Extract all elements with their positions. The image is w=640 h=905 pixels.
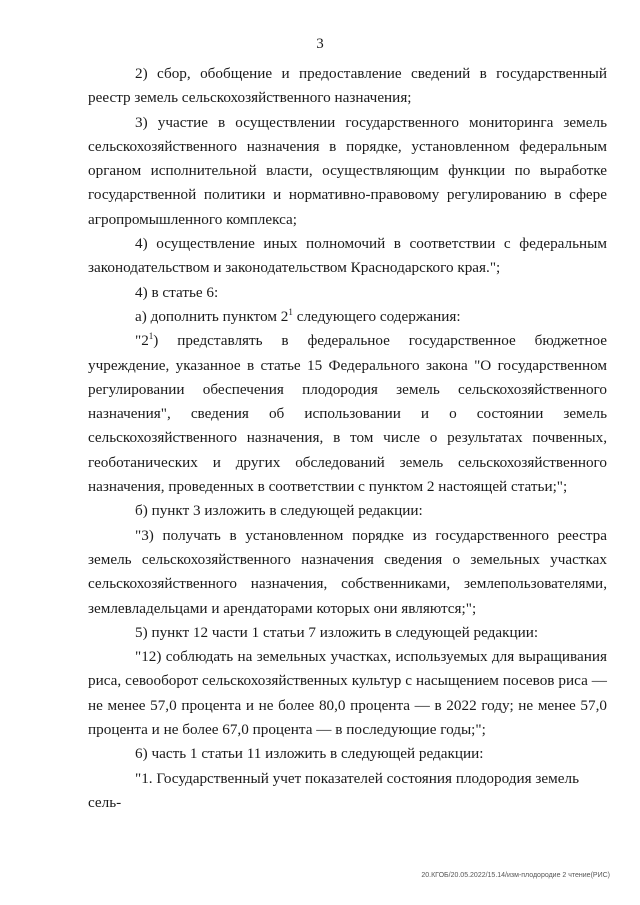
paragraph: "3) получать в установленном порядке из государственного реестра земель сельскохозяйственного назначения сведения о земельных участках сельскохозяйственного назначения, собственниками, землепользователями, землевладельцами и арендаторами которых они являются;"; bbox=[88, 526, 607, 617]
paragraph: 2) сбор, обобщение и предоставление сведений в государственный реестр земель сельскохозяйственного назначения; bbox=[88, 65, 607, 107]
paragraph: 3) участие в осуществлении государственного мониторинга земель сельскохозяйственного назначения в порядке, установленном федеральным органом исполнительной власти, осуществляющим функции по выработке государственной политики и нормативно-правовому регулированию в сфере агропромышленного комплекса; bbox=[88, 113, 607, 228]
paragraph-text: а) дополнить пунктом 2 bbox=[135, 307, 289, 325]
paragraph: б) пункт 3 изложить в следующей редакции: bbox=[135, 502, 423, 520]
paragraph: 6) часть 1 статьи 11 изложить в следующей редакции: bbox=[135, 745, 484, 763]
paragraph-text: следующего содержания: bbox=[292, 307, 461, 325]
paragraph: "12) соблюдать на земельных участках, используемых для выращивания риса, севооборот сельскохозяйственных культур с насыщением посевов риса — не менее 57,0 процента и не более 80,0 процента — в 2022 году; не менее 57,0 процента и не более 67,0 процента — в последующие годы;"; bbox=[88, 648, 607, 739]
paragraph-text: "2 bbox=[135, 332, 149, 350]
paragraph-text: ) представлять в федеральное государственное бюджетное учреждение, указанное в статье 15 Федерального закона "О государственном регулировании обеспечения плодородия земель сельскохозяйственного назначения", сведения об использовании и о состоянии земель сельскохозяйственного назначения, в том числе о результатах почвенных, геоботанических и других обследований земель сельскохозяйственного назначения, проведенных в соответствии с пунктом 2 настоящей статьи;"; bbox=[88, 332, 607, 496]
page-number: 3 bbox=[316, 36, 324, 52]
document-body bbox=[88, 62, 607, 815]
superscript: 1 bbox=[288, 306, 293, 317]
paragraph: 5) пункт 12 части 1 статьи 7 изложить в следующей редакции: bbox=[135, 623, 539, 641]
paragraph: 4) в статье 6: bbox=[135, 283, 219, 301]
footer-reference: 20.КГОБ/20.05.2022/15.14/изм-плодородие 2 чтение(РИС) bbox=[421, 872, 610, 879]
paragraph: "1. Государственный учет показателей состояния плодородия земель сель- bbox=[88, 769, 580, 811]
paragraph bbox=[88, 305, 607, 329]
superscript: 1 bbox=[148, 331, 154, 342]
paragraph: 4) осуществление иных полномочий в соответствии с федеральным законодательством и законодательством Краснодарского края."; bbox=[88, 235, 607, 277]
paragraph bbox=[88, 329, 607, 499]
